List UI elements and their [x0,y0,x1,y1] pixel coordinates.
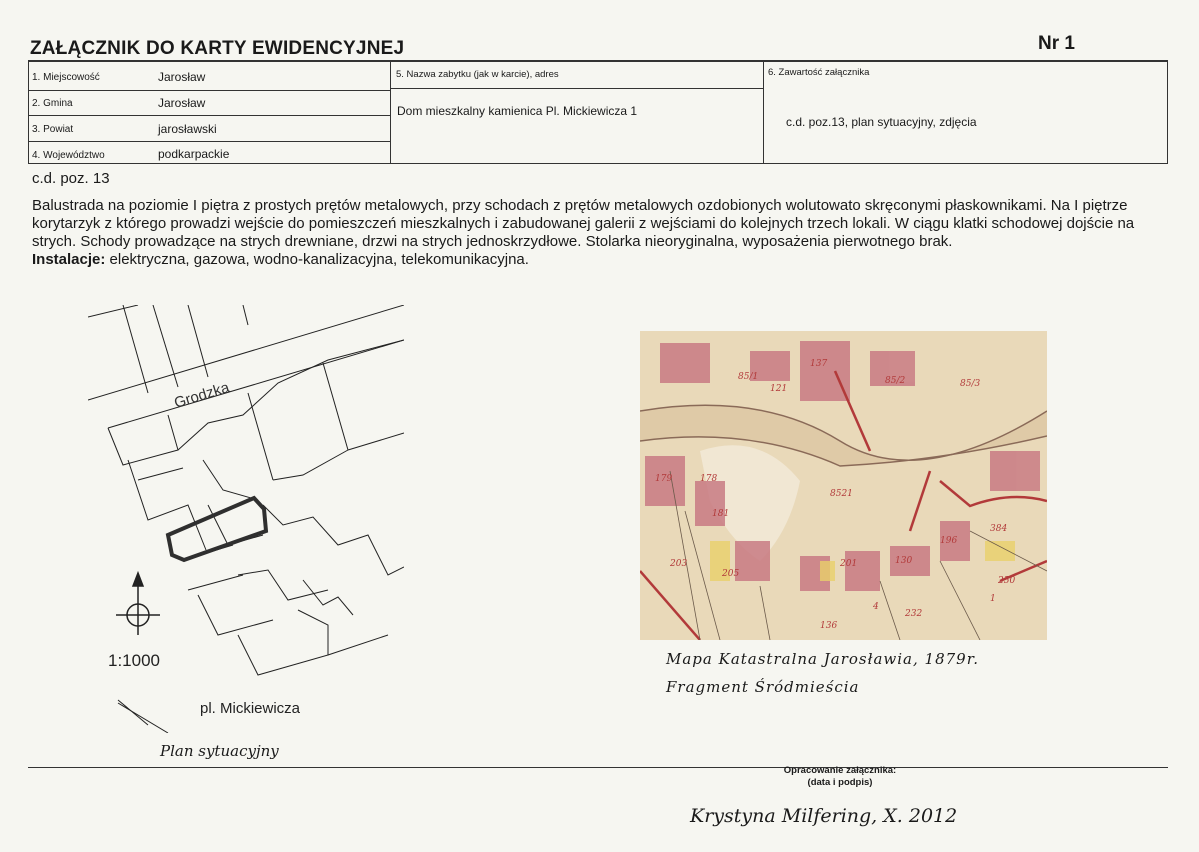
parcel-number: 137 [810,359,828,369]
description-paragraph: Balustrada na poziomie I piętra z prostych prętów metalowych, przy schodach z prętów metalowych ozdobionych wolutowato skręconymi płaskownikami. Na I piętrze korytarzyk z którego prowadzi wejście do pomieszczeń mieszkalnych i zabudowanej galerii z wejściami do kolejnych trzech lokali. W ciągu klatki schodowej dojście na strych. Schody prowadzące na strych drewniane, drzwi na strych jednoskrzydłowe. Stolarka nieoryginalna, wyposażenia pierwotnego brak. [32,197,1135,250]
attachment-contents-value: c.d. poz.13, plan sytuacyjny, zdjęcia [786,115,977,129]
table-row-line [390,88,763,89]
parcel-number: 85/3 [960,379,981,389]
table-col-divider [390,60,391,164]
district-label: 3. Powiat [32,124,74,135]
parcel-number: 85/2 [885,376,906,386]
table-bottom-line [28,163,1168,164]
parcel-number: 384 [990,524,1008,534]
prepared-by-label [740,765,940,789]
map-caption-line1: Mapa Katastralna Jarosławia, 1879r. [666,650,979,668]
locality-label: 1. Miejscowość [32,72,100,83]
table-row-line [28,141,390,142]
parcel-number: 1 [990,594,996,604]
voivodeship-value: podkarpackie [158,147,230,161]
district-value: jarosławski [158,122,217,136]
parcel-number: 181 [712,509,730,519]
header-rule [28,60,1168,62]
map-caption-line2: Fragment Śródmieścia [666,678,860,696]
monument-name-label: 5. Nazwa zabytku (jak w karcie), adres [396,69,559,80]
parcel-number: 178 [700,474,718,484]
prepared-by-label-line1: Opracowanie załącznika: [783,765,897,776]
installations-value: elektryczna, gazowa, wodno-kanalizacyjna, telekomunikacyjna. [105,251,529,268]
site-plan [88,305,404,733]
table-row-line [28,90,390,91]
parcel-number: 196 [940,536,958,546]
parcel-number: 85/1 [738,372,759,382]
parcel-number: 232 [905,609,923,619]
parcel-number: 205 [722,569,740,579]
parcel-number: 121 [770,384,788,394]
table-row-line [28,115,390,116]
cadastral-map-image [640,331,1047,640]
parcel-number: 130 [895,556,913,566]
voivodeship-label: 4. Województwo [32,150,105,161]
parcel-number: 179 [655,474,673,484]
locality-value: Jarosław [158,70,206,84]
commune-label: 2. Gmina [32,98,73,109]
monument-name-value: Dom mieszkalny kamienica Pl. Mickiewicza 1 [397,104,638,118]
footer-rule [28,767,1168,768]
signature: Krystyna Milfering, X. 2012 [690,805,958,827]
parcel-number: 203 [670,559,688,569]
table-right-border [1167,60,1168,164]
site-plan-caption: Plan sytuacyjny [160,742,279,760]
page-title: ZAŁĄCZNIK DO KARTY EWIDENCYJNEJ [30,38,405,59]
table-left-border [28,60,29,164]
street-label-grodzka: Grodzka [172,378,232,412]
attachment-contents-label: 6. Zawartość załącznika [768,67,870,78]
installations-label: Instalacje: [32,251,106,268]
parcel-number: 4 [873,602,879,612]
parcel-number: 250 [998,576,1016,586]
scale-label: 1:1000 [108,651,160,670]
prepared-by-label-line2: (data i podpis) [807,777,873,788]
site-plan-drawing [88,305,404,733]
parcel-number: 201 [840,559,858,569]
cadastral-map-photo [640,331,1047,640]
parcel-number: 8521 [830,489,853,499]
square-label: pl. Mickiewicza [200,700,301,717]
commune-value: Jarosław [158,96,206,110]
attachment-number: Nr 1 [1038,33,1075,54]
table-col-divider [763,60,764,164]
continuation-reference: c.d. poz. 13 [32,170,110,187]
description-block [32,197,1142,269]
parcel-number: 136 [820,621,838,631]
north-arrow-icon [116,573,160,635]
